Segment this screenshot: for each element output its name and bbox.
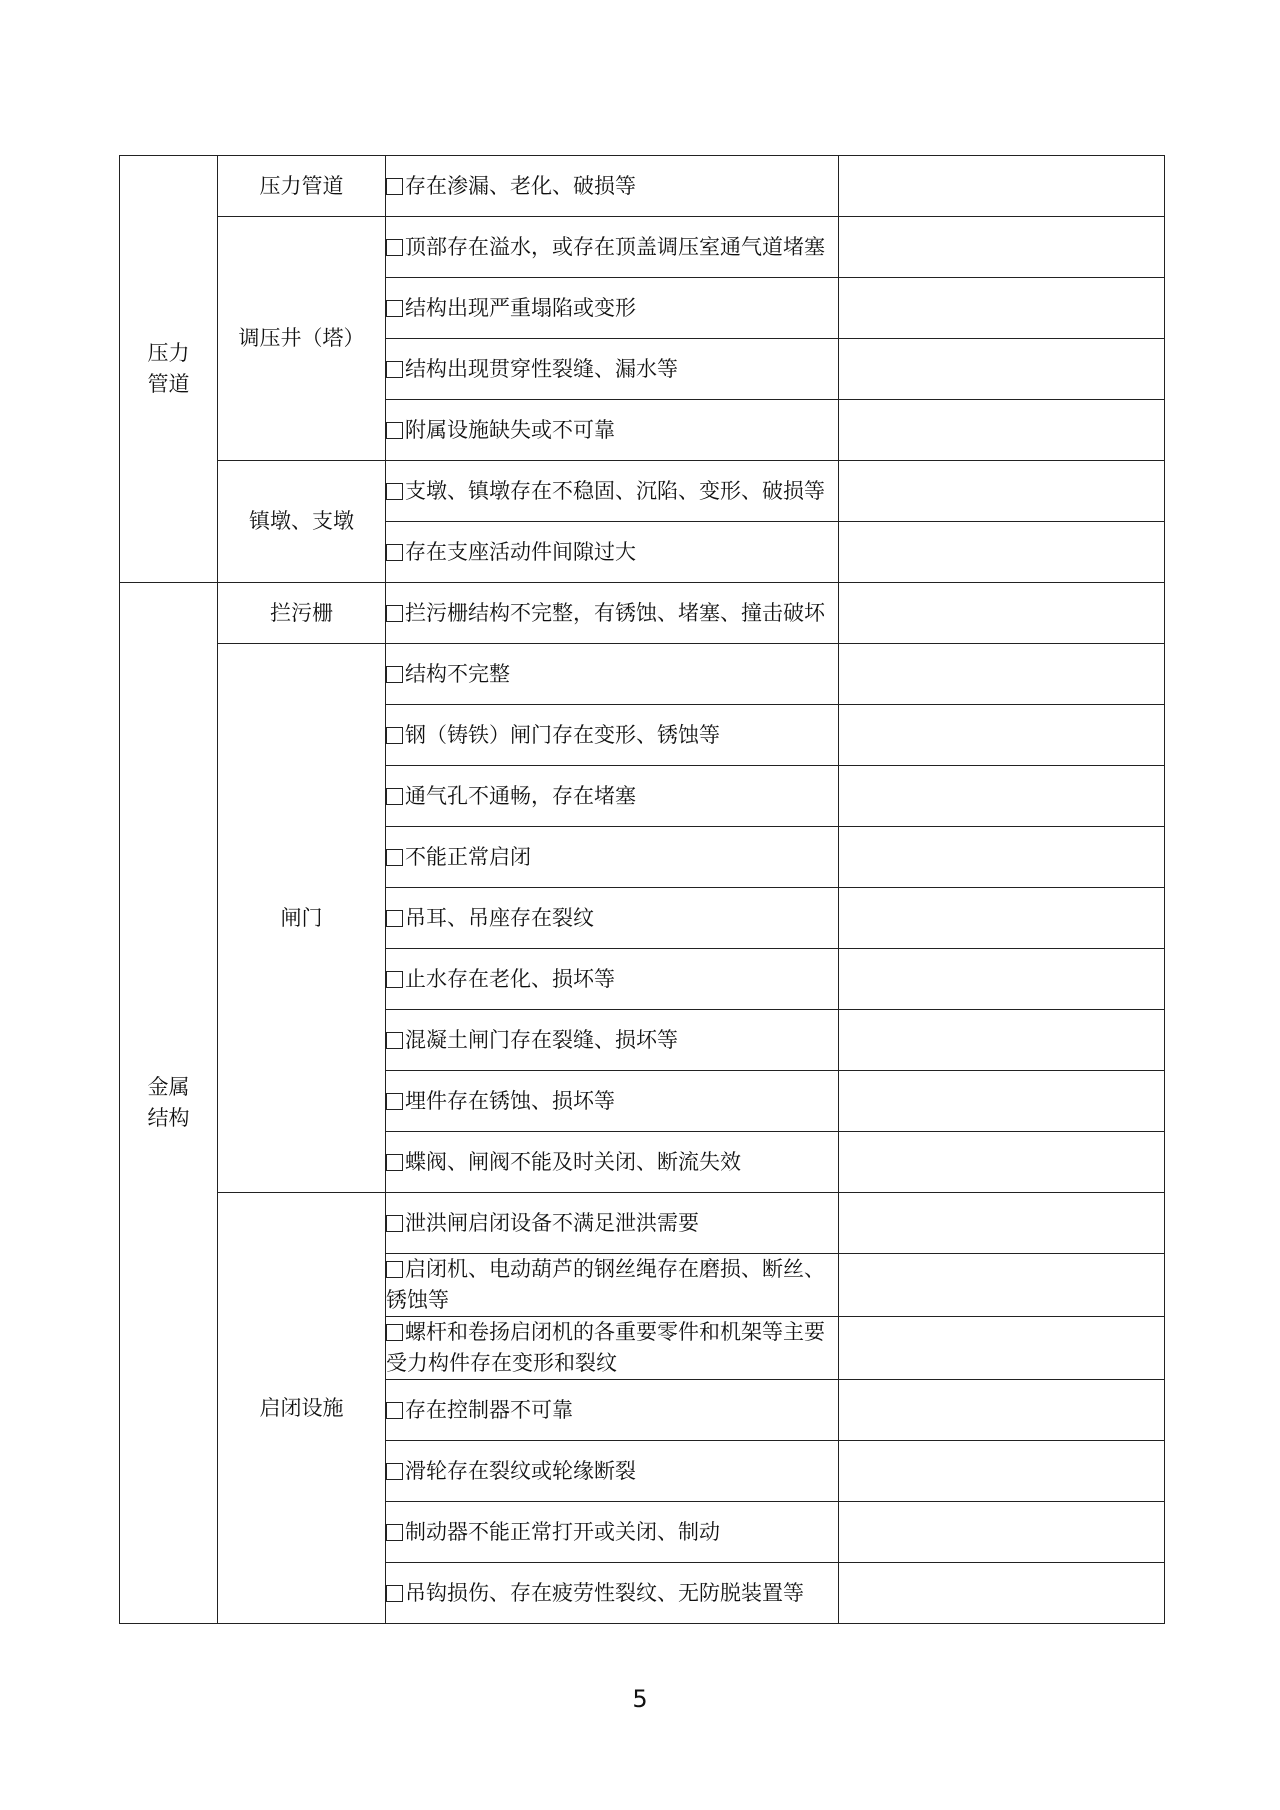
checklist-item-text: 支墩、镇墩存在不稳固、沉陷、变形、破损等 [405, 478, 825, 503]
checklist-item-text: 不能正常启闭 [405, 844, 531, 869]
checklist-item-text: 螺杆和卷扬启闭机的各重要零件和机架等主要受力构件存在变形和裂纹 [386, 1320, 825, 1375]
remark-cell[interactable] [839, 1380, 1165, 1441]
category-cell: 金属 结构 [120, 583, 218, 1624]
subcategory-cell: 镇墩、支墩 [218, 461, 386, 583]
checkbox-icon[interactable] [386, 1154, 403, 1171]
checklist-item-text: 钢（铸铁）闸门存在变形、锈蚀等 [405, 722, 720, 747]
table-row [120, 461, 1165, 522]
remark-cell[interactable] [839, 522, 1165, 583]
checkbox-icon[interactable] [386, 300, 403, 317]
checklist-item-text: 附属设施缺失或不可靠 [405, 417, 615, 442]
checkbox-icon[interactable] [386, 178, 403, 195]
checklist-item-text: 制动器不能正常打开或关闭、制动 [405, 1519, 720, 1544]
table-row [120, 583, 1165, 644]
checklist-item-text: 顶部存在溢水，或存在顶盖调压室通气道堵塞 [405, 234, 825, 259]
checkbox-icon[interactable] [386, 666, 403, 683]
checklist-item [386, 1254, 839, 1317]
checkbox-icon[interactable] [386, 483, 403, 500]
checkbox-icon[interactable] [386, 788, 403, 805]
checklist-item [386, 1132, 839, 1193]
checklist-item [386, 1441, 839, 1502]
checkbox-icon[interactable] [386, 1463, 403, 1480]
checklist-item-text: 结构出现贯穿性裂缝、漏水等 [405, 356, 678, 381]
checklist-item [386, 1317, 839, 1380]
category-cell: 压力 管道 [120, 156, 218, 583]
remark-cell[interactable] [839, 766, 1165, 827]
checklist-item-text: 通气孔不通畅，存在堵塞 [405, 783, 636, 808]
checklist-item [386, 888, 839, 949]
checklist-item-text: 存在支座活动件间隙过大 [405, 539, 636, 564]
checklist-item-text: 止水存在老化、损坏等 [405, 966, 615, 991]
checklist-item [386, 949, 839, 1010]
checklist-item [386, 766, 839, 827]
checklist-item [386, 827, 839, 888]
remark-cell[interactable] [839, 1254, 1165, 1317]
remark-cell[interactable] [839, 339, 1165, 400]
checkbox-icon[interactable] [386, 1324, 403, 1341]
subcategory-cell: 拦污栅 [218, 583, 386, 644]
remark-cell[interactable] [839, 156, 1165, 217]
remark-cell[interactable] [839, 278, 1165, 339]
checkbox-icon[interactable] [386, 971, 403, 988]
checkbox-icon[interactable] [386, 1261, 403, 1278]
checkbox-icon[interactable] [386, 727, 403, 744]
checklist-item [386, 339, 839, 400]
checklist-item [386, 583, 839, 644]
table-row [120, 156, 1165, 217]
remark-cell[interactable] [839, 1441, 1165, 1502]
checkbox-icon[interactable] [386, 1215, 403, 1232]
checkbox-icon[interactable] [386, 1585, 403, 1602]
checklist-item-text: 吊耳、吊座存在裂纹 [405, 905, 594, 930]
remark-cell[interactable] [839, 1071, 1165, 1132]
remark-cell[interactable] [839, 827, 1165, 888]
checklist-item-text: 启闭机、电动葫芦的钢丝绳存在磨损、断丝、锈蚀等 [386, 1257, 825, 1312]
subcategory-cell: 压力管道 [218, 156, 386, 217]
checklist-item [386, 1010, 839, 1071]
remark-cell[interactable] [839, 1563, 1165, 1624]
checkbox-icon[interactable] [386, 910, 403, 927]
remark-cell[interactable] [839, 888, 1165, 949]
checklist-item-text: 蝶阀、闸阀不能及时关闭、断流失效 [405, 1149, 741, 1174]
table-row [120, 644, 1165, 705]
remark-cell[interactable] [839, 1502, 1165, 1563]
remark-cell[interactable] [839, 1132, 1165, 1193]
checklist-item-text: 存在渗漏、老化、破损等 [405, 173, 636, 198]
checkbox-icon[interactable] [386, 849, 403, 866]
checklist-item [386, 461, 839, 522]
remark-cell[interactable] [839, 400, 1165, 461]
checklist-item-text: 吊钩损伤、存在疲劳性裂纹、无防脱装置等 [405, 1580, 804, 1605]
remark-cell[interactable] [839, 461, 1165, 522]
remark-cell[interactable] [839, 583, 1165, 644]
remark-cell[interactable] [839, 644, 1165, 705]
page-number: 5 [632, 1685, 648, 1713]
checklist-item [386, 156, 839, 217]
checklist-item-text: 泄洪闸启闭设备不满足泄洪需要 [405, 1210, 699, 1235]
checklist-item [386, 1502, 839, 1563]
checklist-item [386, 705, 839, 766]
checklist-item [386, 644, 839, 705]
inspection-checklist-table [119, 155, 1165, 1624]
checklist-item [386, 1193, 839, 1254]
checklist-item-text: 结构不完整 [405, 661, 510, 686]
checklist-item [386, 1380, 839, 1441]
checklist-item-text: 拦污栅结构不完整，有锈蚀、堵塞、撞击破坏 [405, 600, 825, 625]
remark-cell[interactable] [839, 1010, 1165, 1071]
checklist-item-text: 混凝土闸门存在裂缝、损坏等 [405, 1027, 678, 1052]
checkbox-icon[interactable] [386, 1032, 403, 1049]
subcategory-cell: 调压井（塔） [218, 217, 386, 461]
checklist-item-text: 滑轮存在裂纹或轮缘断裂 [405, 1458, 636, 1483]
checkbox-icon[interactable] [386, 605, 403, 622]
checklist-item-text: 存在控制器不可靠 [405, 1397, 573, 1422]
remark-cell[interactable] [839, 1317, 1165, 1380]
table-row [120, 1193, 1165, 1254]
checkbox-icon[interactable] [386, 1402, 403, 1419]
checklist-item [386, 1563, 839, 1624]
checkbox-icon[interactable] [386, 1524, 403, 1541]
checklist-item [386, 278, 839, 339]
subcategory-cell: 启闭设施 [218, 1193, 386, 1624]
remark-cell[interactable] [839, 217, 1165, 278]
checkbox-icon[interactable] [386, 239, 403, 256]
checklist-item-text: 埋件存在锈蚀、损坏等 [405, 1088, 615, 1113]
checkbox-icon[interactable] [386, 544, 403, 561]
checklist-item [386, 522, 839, 583]
remark-cell[interactable] [839, 1193, 1165, 1254]
checklist-item-text: 结构出现严重塌陷或变形 [405, 295, 636, 320]
checkbox-icon[interactable] [386, 361, 403, 378]
checkbox-icon[interactable] [386, 1093, 403, 1110]
checklist-item [386, 217, 839, 278]
checkbox-icon[interactable] [386, 422, 403, 439]
remark-cell[interactable] [839, 705, 1165, 766]
table-row [120, 217, 1165, 278]
checklist-item [386, 400, 839, 461]
checklist-item [386, 1071, 839, 1132]
subcategory-cell: 闸门 [218, 644, 386, 1193]
remark-cell[interactable] [839, 949, 1165, 1010]
